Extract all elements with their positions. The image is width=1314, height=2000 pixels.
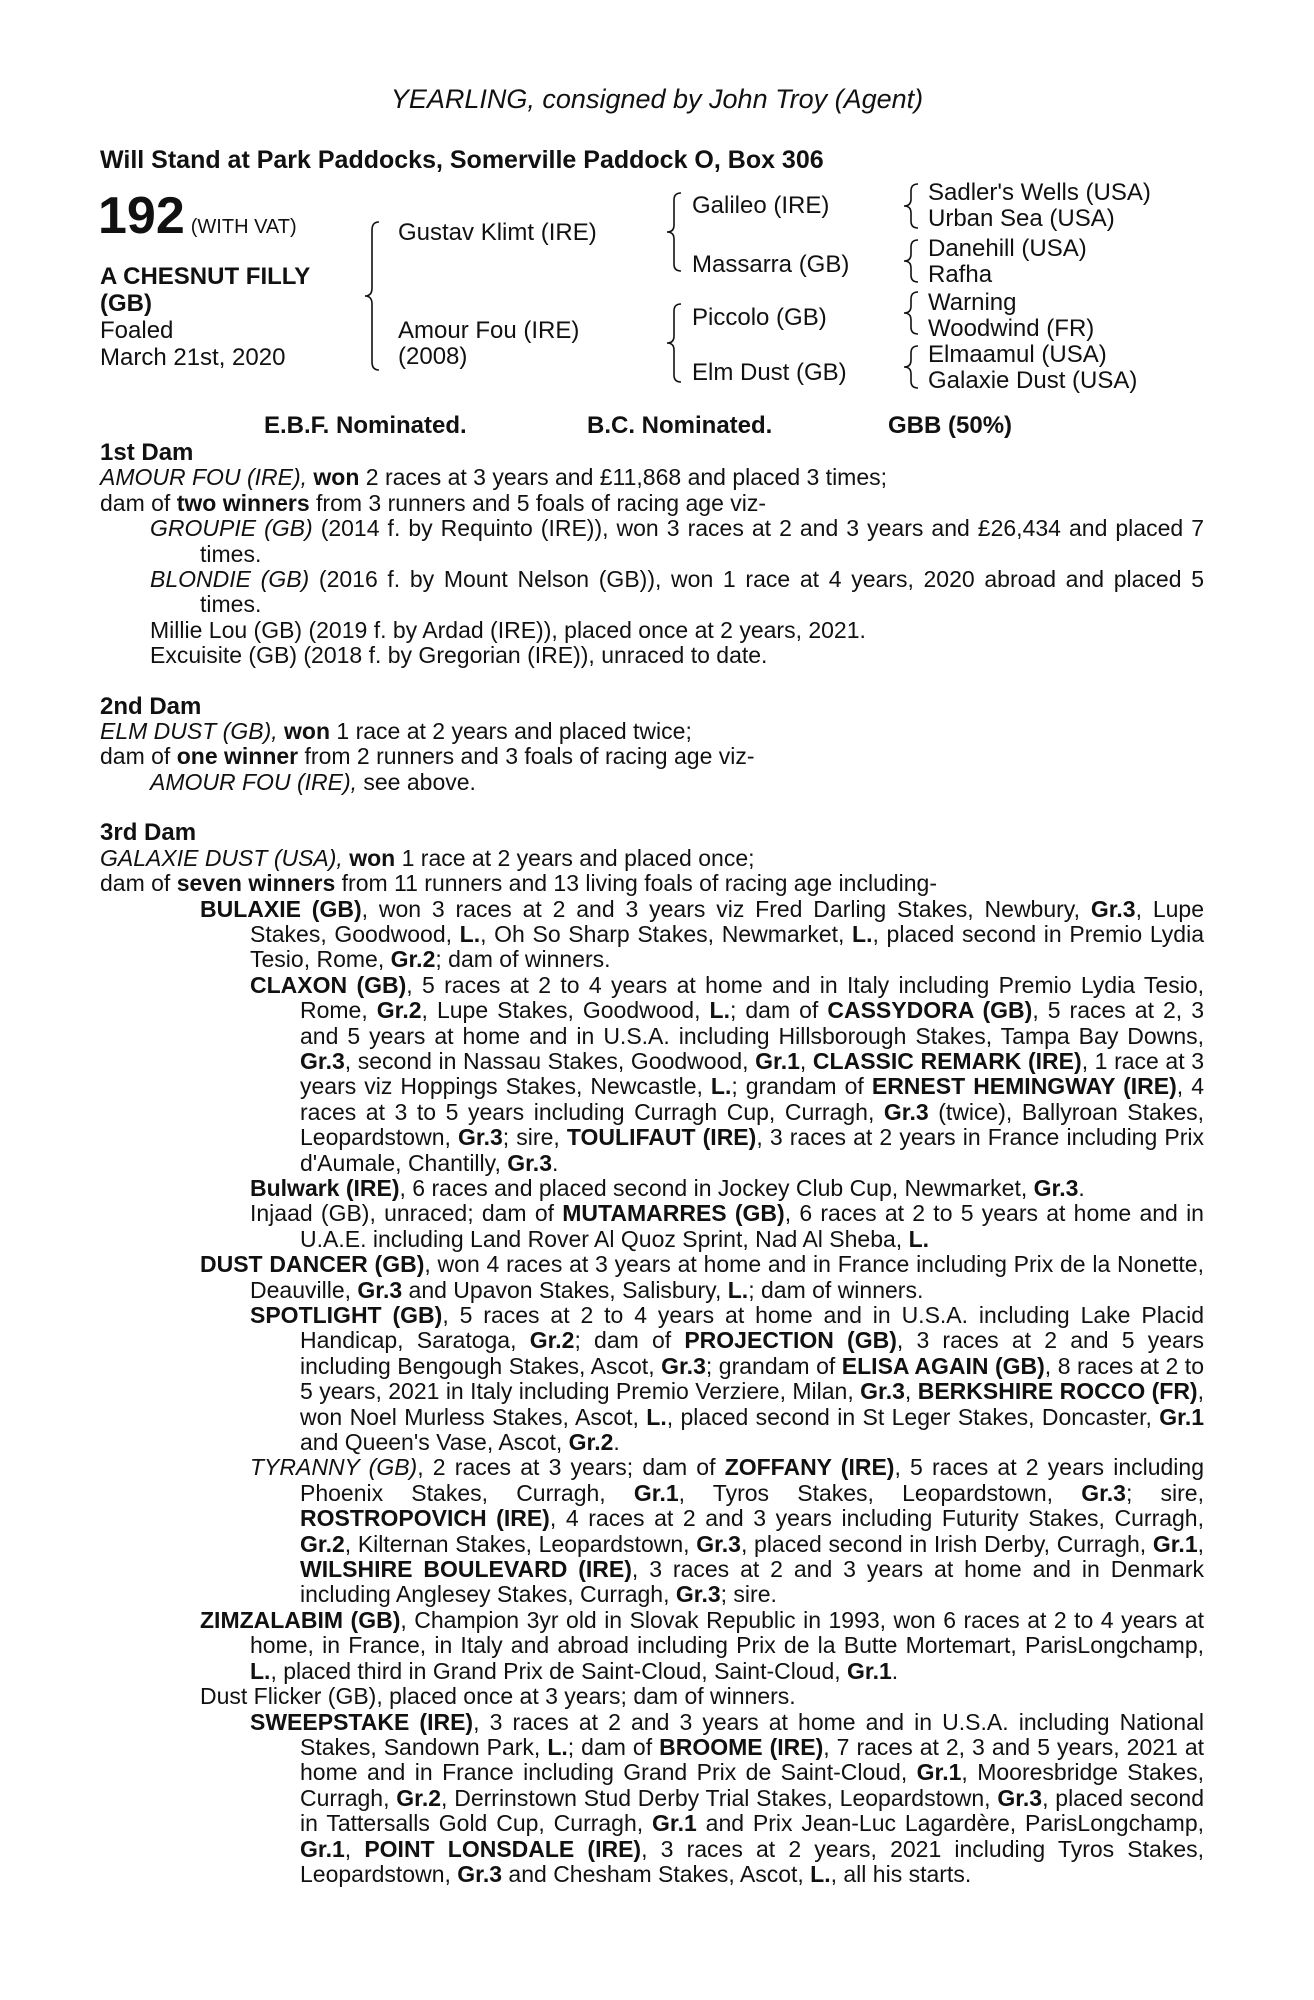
produce-entry: Bulwark (IRE), 6 races and placed second in Jockey Club Cup, Newmarket, Gr.3. [250,1174,1085,1201]
produce-entry: SWEEPSTAKE (IRE), 3 races at 2 and 3 years at home and in U.S.A. including National Stakes, Sandown Park, L.; dam of BROOME (IRE), 7 races at 2, 3 and 5 years, 2021 at home and in France including Grand Prix de Saint-Cloud, Gr.1, Mooresbridge Stakes, Curragh, Gr.2, Derrinstown Stud Derby Trial Stakes, Leopardstown, Gr.3, placed second in Tattersalls Gold Cup, Curragh, Gr.1 and Prix Jean-Luc Lagardère, ParisLongchamp, Gr.1, POINT LONSDALE (IRE), 3 races at 2 years, 2021 including Tyros Stakes, Leopardstown, Gr.3 and Chesham Stakes, Ascot, L., all his starts. [250,1708,1205,1887]
section-heading-2nd-dam: 2nd Dam [100,692,202,720]
produce-entry: BLONDIE (GB) (2016 f. by Mount Nelson (GB)), won 1 race at 4 years, 2020 abroad and placed 5 times. [150,566,1204,618]
great-grandparent: Rafha [928,261,993,288]
great-grandparent: Urban Sea (USA) [928,205,1115,232]
produce-entry: SPOTLIGHT (GB), 5 races at 2 to 4 years at home and in U.S.A. including Lake Placid Handicap, Saratoga, Gr.2; dam of PROJECTION (GB), 3 races at 2 and 5 years including Bengough Stakes, Ascot, Gr.3; grandam of ELISA AGAIN (GB), 8 races at 2 to 5 years, 2021 in Italy including Premio Verziere, Milan, Gr.3, BERKSHIRE ROCCO (FR), won Noel Murless Stakes, Ascot, L., placed second in St Leger Stakes, Doncaster, Gr.1 and Queen's Vase, Ascot, Gr.2. [250,1302,1205,1456]
great-grandparent: Galaxie Dust (USA) [928,367,1138,394]
great-grandparent: Sadler's Wells (USA) [928,179,1151,206]
foal-date: March 21st, 2020 [100,344,286,371]
produce-entry: Excuisite (GB) (2018 f. by Gregorian (IRE)), unraced to date. [150,642,768,669]
dam-produce-summary: dam of one winner from 2 runners and 3 foals of racing age viz- [100,743,755,770]
section-heading-3rd-dam: 3rd Dam [100,819,197,847]
produce-entry: BULAXIE (GB), won 3 races at 2 and 3 years viz Fred Darling Stakes, Newbury, Gr.3, Lupe Stakes, Goodwood, L., Oh So Sharp Stakes, Newmarket, L., placed second in Premio Lydia Tesio, Rome, Gr.2; dam of winners. [200,895,1205,973]
lot-number: 192 [98,187,185,245]
dam-produce-summary: dam of seven winners from 11 runners and 13 living foals of racing age including- [100,870,938,897]
section-heading-1st-dam: 1st Dam [100,439,194,466]
vat-note: (WITH VAT) [190,216,297,238]
produce-entry: AMOUR FOU (IRE), see above. [150,768,476,795]
horse-description: A CHESNUT FILLY [100,263,311,290]
dam-sire: Piccolo (GB) [692,304,827,331]
great-grandparent: Warning [928,289,1017,316]
bc-nomination: B.C. Nominated. [587,412,773,439]
sire-dam: Massarra (GB) [692,251,850,278]
produce-entry: ZIMZALABIM (GB), Champion 3yr old in Slovak Republic in 1993, won 6 races at 2 to 4 years at home, in France, in Italy and abroad including Prix de la Butte Mortemart, ParisLongchamp, L., placed third in Grand Prix de Saint-Cloud, Saint-Cloud, Gr.1. [200,1606,1204,1684]
sire: Gustav Klimt (IRE) [398,219,597,246]
gbb-note: GBB (50%) [888,412,1013,439]
produce-entry: DUST DANCER (GB), won 4 races at 3 years at home and in France including Prix de la Nonette, Deauville, Gr.3 and Upavon Stakes, Salisbury, L.; dam of winners. [200,1251,1204,1303]
dam-record: ELM DUST (GB), won 1 race at 2 years and placed twice; [100,718,692,745]
stand-location: Will Stand at Park Paddocks, Somerville Paddock O, Box 306 [100,146,824,174]
pedigree-notes [100,440,1204,1887]
produce-entry: TYRANNY (GB), 2 races at 3 years; dam of ZOFFANY (IRE), 5 races at 2 years including Phoenix Stakes, Curragh, Gr.1, Tyros Stakes, Leopardstown, Gr.3; sire, ROSTROPOVICH (IRE), 4 races at 2 and 3 years including Futurity Stakes, Curragh, Gr.2, Kilternan Stakes, Leopardstown, Gr.3, placed second in Irish Derby, Curragh, Gr.1, WILSHIRE BOULEVARD (IRE), 3 races at 2 and 3 years at home and in Denmark including Anglesey Stakes, Curragh, Gr.3; sire. [250,1454,1205,1608]
dam-year: (2008) [398,343,468,370]
horse-origin: (GB) [100,290,152,317]
produce-entry: Injaad (GB), unraced; dam of MUTAMARRES (GB), 6 races at 2 to 5 years at home and in U.A.E. including Land Rover Al Quoz Sprint, Nad Al Sheba, L. [250,1200,1204,1252]
foaled-label: Foaled [100,317,174,344]
dam-produce-summary: dam of two winners from 3 runners and 5 foals of racing age viz- [100,489,767,516]
dam-record: AMOUR FOU (IRE), won 2 races at 3 years and £11,868 and placed 3 times; [100,464,888,491]
great-grandparent: Woodwind (FR) [928,315,1095,342]
great-grandparent: Danehill (USA) [928,235,1087,262]
sire-sire: Galileo (IRE) [692,192,830,219]
page-title: YEARLING, consigned by John Troy (Agent) [390,84,924,114]
great-grandparent: Elmaamul (USA) [928,341,1107,368]
produce-entry: Millie Lou (GB) (2019 f. by Ardad (IRE)), placed once at 2 years, 2021. [150,616,866,643]
produce-entry: Dust Flicker (GB), placed once at 3 years; dam of winners. [200,1683,796,1710]
dam: Amour Fou (IRE) [398,317,580,344]
ebf-nomination: E.B.F. Nominated. [264,412,467,439]
produce-entry: GROUPIE (GB) (2014 f. by Requinto (IRE)), won 3 races at 2 and 3 years and £26,434 and placed 7 times. [150,515,1204,567]
dam-record: GALAXIE DUST (USA), won 1 race at 2 years and placed once; [100,844,755,871]
produce-entry: CLAXON (GB), 5 races at 2 to 4 years at home and in Italy including Premio Lydia Tesio, Rome, Gr.2, Lupe Stakes, Goodwood, L.; dam of CASSYDORA (GB), 5 races at 2, 3 and 5 years at home and in U.S.A. including Hillsborough Stakes, Tampa Bay Downs, Gr.3, second in Nassau Stakes, Goodwood, Gr.1, CLASSIC REMARK (IRE), 1 race at 3 years viz Hoppings Stakes, Newcastle, L.; grandam of ERNEST HEMINGWAY (IRE), 4 races at 3 to 5 years including Curragh Cup, Curragh, Gr.3 (twice), Ballyroan Stakes, Leopardstown, Gr.3; sire, TOULIFAUT (IRE), 3 races at 2 years in France including Prix d'Aumale, Chantilly, Gr.3. [250,971,1205,1176]
dam-dam: Elm Dust (GB) [692,359,847,386]
